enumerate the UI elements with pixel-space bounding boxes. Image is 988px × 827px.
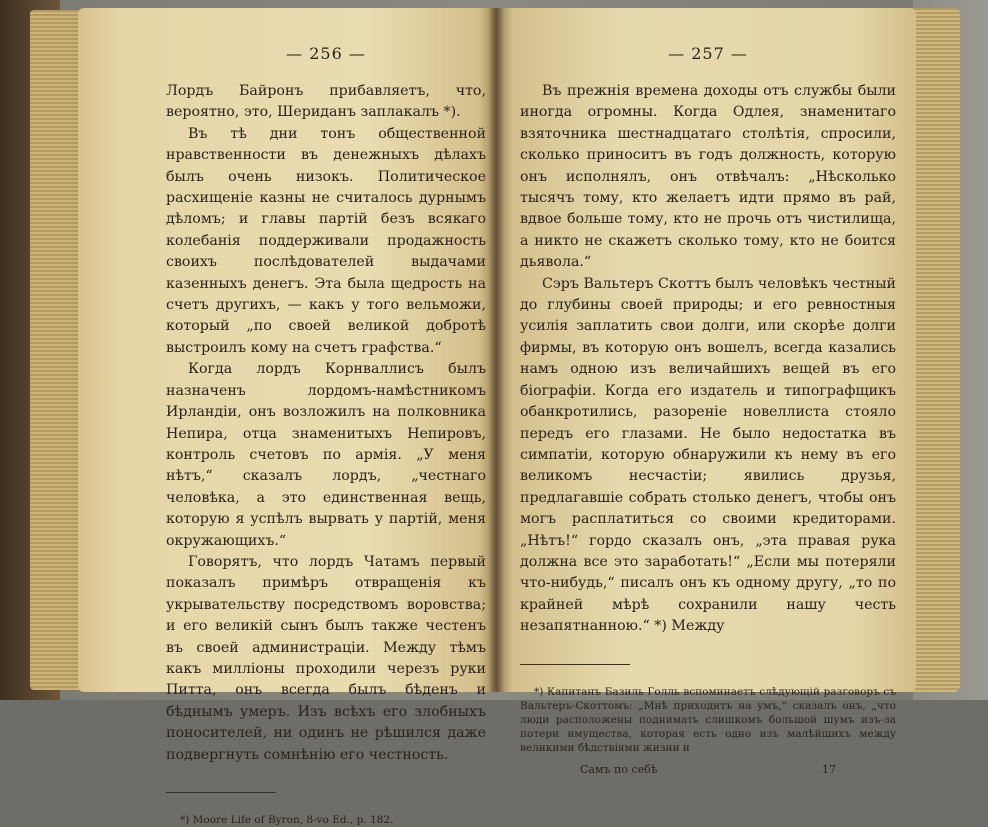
signature-number: 17: [822, 762, 836, 776]
paragraph: Лордъ Байронъ прибавляетъ, что, вероятно, это, Шериданъ заплакалъ *).: [166, 83, 486, 121]
signature-mark: Самъ по себѣ: [580, 762, 658, 776]
paragraph: Сэръ Вальтеръ Скоттъ былъ человѣкъ честный до глубины своей природы; и его ревностныя усилія заплатить свои долги, или скорѣе долги фирмы, въ которую онъ вошелъ, всегда казались намъ одною изъ величайшихъ вещей въ его біографіи. Когда его издатель и типографщикъ обанкротились, разореніе новеллиста стояло передъ его глазами. Не было недостатка въ симпатіи, которую обнаружили къ нему въ его великомъ несчастіи; явились друзья, предлагавшіе собрать столько денегъ, чтобы онъ могъ расплатиться со своими кредиторами. „Нѣтъ!“ гордо сказалъ онъ, „эта правая рука должна все это заработать!“ „Если мы потеряли что-нибудь,“ писалъ онъ къ одному другу, „то по крайней мѣрѣ сохранили нашу честь незапятнанною.“ *) Между: [520, 275, 896, 635]
right-page-body: [520, 81, 896, 638]
footnote-rule: [520, 664, 630, 665]
paragraph: Въ тѣ дни тонъ общественной нравственности въ денежныхъ дѣлахъ былъ очень низокъ. Политическое расхищеніе казны не считалось дурнымъ дѣломъ; и главы партій безъ всякаго колебанія поддерживали продажность своихъ послѣдователей выдачами казенныхъ денегъ. Эта была щедрость на счетъ другихъ, — какъ у того вельможи, который „по своей великой добротѣ выстроилъ кому на счетъ графства.“: [166, 125, 486, 356]
footnote-right: [520, 685, 896, 755]
paragraph: Говорятъ, что лордъ Чатамъ первый показалъ примѣръ отвращенія къ укрывательству посредствомъ воровства; и его великій сынъ былъ также честенъ въ своей администраціи. Между тѣмъ какъ милліоны проходили черезъ руки Питта, онъ всегда былъ бѣденъ и бѣднымъ умеръ. Изъ всѣхъ его злобныхъ поносителей, ни одинъ не рѣшился даже подвергнуть сомнѣнію его честность.: [166, 553, 486, 763]
left-page-body: [166, 81, 486, 766]
footnote-left: [166, 813, 486, 827]
page-number-right: — 257 —: [668, 44, 748, 63]
book-gutter: [488, 8, 504, 692]
paragraph: Когда лордъ Корнваллисъ былъ назначенъ лордомъ-намѣстникомъ Ирландіи, онъ возложилъ на полковника Непира, отца знаменитыхъ Непировъ, контроль счетовъ по армія. „У меня нѣтъ,“ сказалъ лордъ, „честнаго человѣка, а это единственная вещь, которую я успѣлъ вырвать у партій, меня окружающихъ.“: [166, 361, 486, 549]
left-page: [78, 8, 496, 826]
signature-line: [520, 763, 896, 776]
paragraph: Въ прежнія времена доходы отъ службы были иногда огромны. Когда Одлея, знаменитаго взяточника шестнадцатаго столѣтія, спросили, сколько приноситъ въ годъ должность, которую онъ исполнялъ, онъ отвѣчалъ: „Нѣсколько тысячъ тому, кто желаетъ идти прямо въ рай, вдвое больше тому, кто не прочь отъ чистилища, а никто не скажетъ сколько тому, кто не боится дьявола.“: [520, 83, 896, 271]
page-number-left: — 256 —: [286, 44, 366, 63]
footnote-text: *) Moore Life of Byron, 8-vo Ed., p. 182.: [180, 814, 394, 826]
footnote-rule: [166, 792, 276, 793]
right-page: [496, 8, 916, 776]
footnote-text: *) Капитанъ Базиль Голль вспоминаетъ слѣдующій разговоръ съ Вальтеръ-Скоттомъ: „Мнѣ приходитъ на умъ,“ сказалъ онъ, „что люди расположены поднимать слишкомъ большой шумъ изъ-за потери имущества, которая есть одно изъ малѣйшихъ между великими бѣдствіями жизни и: [520, 685, 896, 754]
